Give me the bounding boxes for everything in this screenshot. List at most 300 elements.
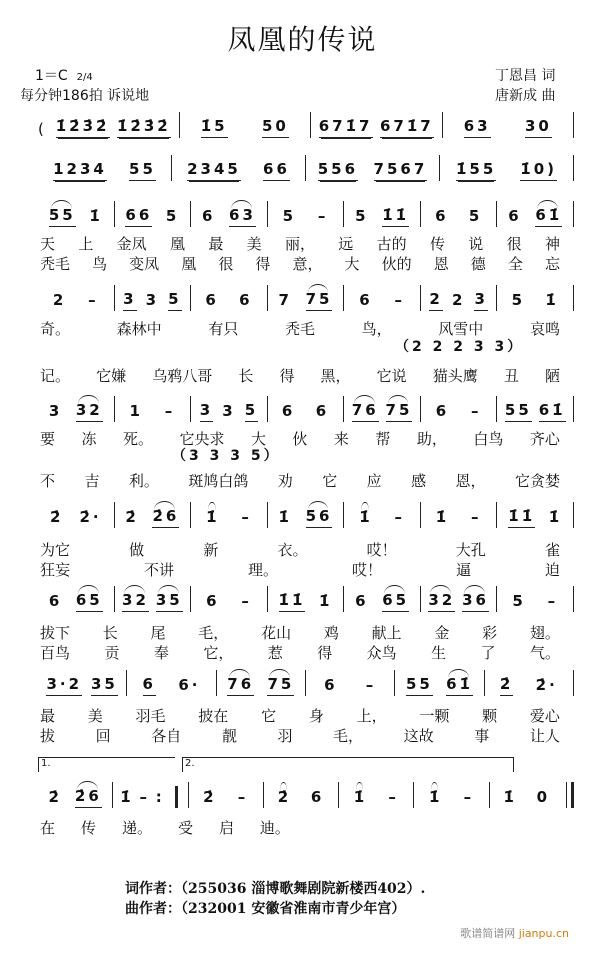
- note-group: 65: [382, 591, 409, 612]
- measure: [263, 782, 338, 808]
- lyric-syllable: 了: [480, 644, 496, 662]
- lyric-syllable: 黑，: [320, 367, 351, 385]
- note-group: 35: [91, 675, 118, 696]
- note-group: 5: [165, 207, 180, 225]
- lyric-syllable: 狂妄: [40, 561, 71, 579]
- note-group: 1̇: [503, 788, 517, 806]
- lyric-syllable: 丑: [503, 367, 519, 385]
- lyric-syllable: 齐心: [529, 430, 560, 448]
- time-signature: 2/4: [76, 72, 93, 83]
- note-group: 6: [435, 402, 450, 420]
- lyric-syllable: 回: [95, 727, 111, 745]
- lyric-syllable: 远: [338, 235, 354, 253]
- measure: [179, 112, 311, 138]
- lyric-line: [40, 622, 560, 643]
- staff-line: [38, 782, 574, 808]
- lyric-syllable: 金: [434, 624, 450, 642]
- lyric-syllable: 鸟，: [361, 320, 392, 338]
- composer: 唐新成 曲: [495, 88, 556, 104]
- lyric-syllable: 天: [40, 235, 56, 253]
- note-group: –: [394, 291, 405, 309]
- lyric-syllable: 劝: [277, 472, 293, 490]
- watermark-text: 歌谱简谱网: [460, 927, 516, 940]
- lyric-syllable: 金凤: [116, 235, 147, 253]
- measure: [413, 782, 488, 808]
- note-group: 1̇: [428, 788, 443, 806]
- note-group: 6: [239, 291, 253, 309]
- note-group: 1̇: [278, 508, 292, 526]
- note-group: 2̇: [500, 675, 513, 696]
- lyric-syllable: 奉: [153, 644, 169, 662]
- note-group: 6: [315, 402, 330, 420]
- staff-line: [38, 396, 574, 422]
- lyric-syllable: 羽毛: [135, 707, 166, 725]
- lyric-syllable: 利。: [128, 472, 159, 490]
- lyric-line: [40, 428, 560, 449]
- measure: [496, 396, 573, 422]
- measure: [216, 670, 305, 696]
- note-group: 56: [306, 507, 333, 528]
- note-group: 66: [263, 160, 290, 181]
- measure: [420, 201, 497, 227]
- measure: [484, 670, 573, 696]
- lyric-syllable: 得: [317, 644, 333, 662]
- measure: [114, 396, 191, 422]
- lyric-syllable: 它央求: [179, 430, 225, 448]
- lyric-syllable: 死。: [122, 430, 153, 448]
- key-signature: [35, 68, 93, 86]
- note-group: 61̇: [446, 675, 473, 696]
- note-group: 63: [464, 117, 491, 138]
- measure: [38, 201, 114, 227]
- barline: [573, 396, 574, 422]
- barline: [573, 285, 574, 311]
- lyric-syllable: 拔: [40, 727, 56, 745]
- lyric-syllable: 一颗: [419, 707, 450, 725]
- staff-line: [38, 155, 574, 181]
- lyric-syllable: 长: [102, 624, 118, 642]
- measure: [38, 782, 112, 808]
- lyric-line: [40, 817, 290, 838]
- measure: [38, 285, 114, 311]
- lyric-syllable: 得: [279, 367, 295, 385]
- lyric-syllable: 助，: [416, 430, 447, 448]
- note-group: 6: [143, 675, 156, 696]
- lyric-syllable: 拔下: [40, 624, 71, 642]
- lyric-syllable: 丽，: [284, 235, 315, 253]
- measure: [305, 155, 439, 181]
- lyric-syllable: 忘: [544, 255, 560, 273]
- lyric-syllable: 应: [366, 472, 382, 490]
- measure: [394, 670, 483, 696]
- note-group: 0: [536, 788, 551, 806]
- alt-notes: （3 3 3 5）: [172, 448, 281, 464]
- lyric-syllable: 恩，: [455, 472, 486, 490]
- note-group: 6: [281, 402, 296, 420]
- note-group: 3·2: [46, 675, 82, 696]
- note-group: 1̇: [359, 508, 373, 526]
- note-group: 1̇: [89, 207, 103, 225]
- measure: [267, 586, 344, 612]
- measure: [442, 112, 574, 138]
- lyric-syllable: 毛，: [333, 727, 364, 745]
- note-group: 6: [435, 207, 449, 225]
- lyric-syllable: 翅。: [529, 624, 560, 642]
- measure: [38, 396, 114, 422]
- lyric-syllable: 上，: [356, 707, 387, 725]
- lyric-syllable: 上: [78, 235, 94, 253]
- lyric-syllable: 理。: [247, 561, 278, 579]
- note-group: 5: [468, 207, 483, 225]
- lyric-line: [40, 539, 560, 560]
- lyric-syllable: 颗: [482, 707, 498, 725]
- lyric-syllable: 逼: [455, 561, 471, 579]
- repeat-barline: [175, 786, 181, 808]
- barline: [573, 201, 574, 227]
- lyric-syllable: 很: [506, 235, 522, 253]
- lyric-syllable: 彩: [482, 624, 498, 642]
- lyric-syllable: 大: [344, 255, 360, 273]
- lyric-syllable: 冻: [81, 430, 97, 448]
- lyric-line: [40, 559, 560, 580]
- measure: [114, 285, 191, 311]
- lyric-syllable: 生: [431, 644, 447, 662]
- note-group: 2345: [187, 160, 241, 181]
- note-group: 6: [508, 207, 522, 225]
- lyric-syllable: 得: [255, 255, 271, 273]
- lyric-syllable: 意，: [292, 255, 323, 273]
- lyric-syllable: 最: [40, 707, 56, 725]
- note-group: 1̇: [206, 508, 220, 526]
- measure: [190, 201, 267, 227]
- note-group: –: [471, 402, 482, 420]
- lyric-syllable: 帮: [375, 430, 391, 448]
- lyric-syllable: 毛，: [198, 624, 229, 642]
- measure: [38, 586, 114, 612]
- note-group: –: [88, 291, 99, 309]
- lyric-syllable: 不: [40, 472, 56, 490]
- lyric-syllable: 秃毛: [284, 320, 315, 338]
- volta-2: 2.: [182, 757, 514, 772]
- note-group: 35: [156, 591, 183, 612]
- lyric-syllable: 奇。: [40, 320, 71, 338]
- lyric-syllable: 很: [218, 255, 234, 273]
- note-group: 1̇5: [201, 117, 228, 138]
- note-group: 1̇2̇3̇2̇: [56, 117, 110, 138]
- lyric-syllable: 传: [80, 819, 96, 837]
- measure: [114, 586, 191, 612]
- lyric-syllable: 恩: [433, 255, 449, 273]
- note-group: 2̇: [203, 788, 217, 806]
- measure: [489, 782, 564, 808]
- note-group: 5: [512, 592, 526, 610]
- lyric-syllable: 风雪中: [438, 320, 484, 338]
- lyric-syllable: 气。: [529, 644, 560, 662]
- lyric-syllable: 它嫌: [96, 367, 127, 385]
- note-group: 2: [451, 291, 466, 309]
- lyric-syllable: 斑鸠白鸽: [188, 472, 249, 490]
- note-group: 2: [52, 291, 67, 309]
- tempo-marking: 每分钟186拍 诉说地: [20, 88, 150, 104]
- note-group: 6·: [178, 676, 201, 694]
- measure: [48, 112, 179, 138]
- lyric-syllable: 它: [322, 472, 338, 490]
- measure: [267, 502, 344, 528]
- lyric-syllable: 做: [129, 541, 145, 559]
- note-group: –: [317, 207, 329, 225]
- staff-line: [38, 586, 574, 612]
- lyric-syllable: 鸟: [92, 255, 108, 273]
- note-group: 6: [205, 291, 219, 309]
- measure: [343, 201, 420, 227]
- note-group: 61̇: [535, 206, 562, 227]
- note-group: 75: [386, 401, 413, 422]
- note-group: 7: [278, 291, 292, 309]
- lyric-line: [40, 233, 560, 254]
- lyric-syllable: 尾: [150, 624, 166, 642]
- note-group: 3: [200, 401, 213, 422]
- measure: [343, 285, 420, 311]
- lyric-syllable: 让人: [529, 727, 560, 745]
- note-group: 1̇55: [456, 160, 496, 181]
- lyric-syllable: 美: [87, 707, 103, 725]
- note-group: –: [237, 788, 249, 806]
- lyric-syllable: 靓: [221, 727, 237, 745]
- lyric-syllable: 鸡: [323, 624, 339, 642]
- measure: [496, 201, 573, 227]
- note-group: 1̇: [319, 592, 333, 610]
- lyric-syllable: 伙的: [381, 255, 412, 273]
- note-group: 2̇6: [152, 507, 179, 528]
- lyric-syllable: 迪。: [259, 819, 290, 837]
- lyric-syllable: 神: [544, 235, 560, 253]
- lyric-line: [40, 253, 560, 274]
- note-group: 3: [474, 290, 487, 311]
- lyric-syllable: 有只: [208, 320, 239, 338]
- lyric-syllable: 白鸟: [473, 430, 504, 448]
- measure: [114, 201, 191, 227]
- note-group: 6: [201, 207, 216, 225]
- lyric-syllable: 事: [474, 727, 490, 745]
- note-group: 1: [129, 402, 143, 420]
- lyric-line: [40, 725, 560, 746]
- lyric-syllable: 最: [208, 235, 224, 253]
- measure: [171, 155, 305, 181]
- note-group: 1234: [53, 160, 107, 181]
- lyricist: 丁恩昌 词: [495, 68, 556, 84]
- key: 1＝C: [35, 68, 68, 84]
- note-group: 75: [306, 290, 333, 311]
- lyric-syllable: 百鸟: [40, 644, 71, 662]
- lyric-syllable: 陋: [544, 367, 560, 385]
- song-title: 凤凰的传说: [227, 23, 378, 56]
- barline: [573, 155, 574, 181]
- note-group: –: [394, 508, 405, 526]
- lyric-syllable: 不讲: [143, 561, 174, 579]
- lyric-line: [40, 365, 560, 386]
- measure: [310, 112, 442, 138]
- lyric-syllable: 来: [333, 430, 349, 448]
- lyric-syllable: 雀: [544, 541, 560, 559]
- note-group: 3: [123, 290, 136, 311]
- lyric-syllable: 哀鸣: [529, 320, 560, 338]
- lyric-syllable: 美: [246, 235, 262, 253]
- lyric-syllable: 变凤: [129, 255, 160, 273]
- measure: [496, 586, 573, 612]
- lyric-syllable: 全: [507, 255, 523, 273]
- note-group: 5: [282, 207, 297, 225]
- note-group: 6: [359, 291, 373, 309]
- lyric-syllable: 猫头鹰: [432, 367, 478, 385]
- note-group: 2̇·: [79, 508, 102, 526]
- note-group: 7567: [374, 160, 428, 181]
- volta-1: 1.: [38, 757, 175, 772]
- staff-line: [38, 285, 574, 311]
- lyric-syllable: 衣。: [277, 541, 308, 559]
- lyric-syllable: 德: [470, 255, 486, 273]
- note-group: 556: [318, 160, 358, 181]
- note-group: 1̇1̇: [382, 206, 409, 227]
- note-group: 2̇: [277, 788, 292, 806]
- lyric-syllable: 说: [468, 235, 484, 253]
- lyric-syllable: 羽: [277, 727, 293, 745]
- lyric-syllable: 吉: [84, 472, 100, 490]
- measure: [190, 396, 267, 422]
- lyric-syllable: 迫: [544, 561, 560, 579]
- lyric-syllable: 它说: [376, 367, 407, 385]
- alt-notes: （2 2 2 3 3）: [395, 339, 525, 355]
- note-group: 2̇: [50, 508, 64, 526]
- lyric-syllable: 花山: [261, 624, 292, 642]
- lyric-syllable: 秃毛: [40, 255, 71, 273]
- note-group: 32: [428, 591, 455, 612]
- measure: [126, 670, 215, 696]
- staff-line: [38, 670, 574, 696]
- lyric-syllable: 启: [218, 819, 234, 837]
- note-group: 6: [324, 676, 338, 694]
- note-group: 3: [222, 402, 236, 420]
- measure: [420, 502, 497, 528]
- lyric-syllable: 长: [238, 367, 254, 385]
- note-group: 1̇: [548, 508, 563, 526]
- measure: [496, 502, 573, 528]
- note-group: 2̇: [48, 788, 62, 806]
- composer-address: 曲作者：（232001 安徽省淮南市青少年宫）: [125, 901, 406, 917]
- measure: [420, 396, 497, 422]
- lyric-syllable: 受: [177, 819, 193, 837]
- note-group: 30: [525, 117, 552, 138]
- measure: [420, 586, 497, 612]
- note-group: 6: [310, 788, 325, 806]
- staff-line: [38, 112, 574, 138]
- lyric-syllable: 它贪婪: [514, 472, 560, 490]
- lyric-syllable: 传: [429, 235, 445, 253]
- note-group: 61̇: [539, 401, 566, 422]
- staff-line: [38, 201, 574, 227]
- lyric-syllable: 新: [203, 541, 219, 559]
- note-group: 3: [145, 291, 160, 309]
- measure: [112, 782, 187, 808]
- note-group: 1̇1̇: [279, 591, 306, 612]
- lyric-syllable: 惹: [267, 644, 283, 662]
- measure: [190, 285, 267, 311]
- lyric-syllable: 要: [40, 430, 56, 448]
- lyric-syllable: 记。: [40, 367, 71, 385]
- note-group: 1̇2̇3̇2̇: [117, 117, 171, 138]
- note-group: 55: [49, 206, 76, 227]
- note-group: 36: [462, 591, 489, 612]
- measure: [188, 782, 263, 808]
- lyric-syllable: 它: [261, 707, 277, 725]
- lyric-syllable: 乌鸦八哥: [152, 367, 213, 385]
- lyric-syllable: 各自: [151, 727, 182, 745]
- note-group: –: [241, 508, 252, 526]
- note-group: 5: [511, 291, 526, 309]
- measure: [267, 201, 344, 227]
- lyric-syllable: 这故: [403, 727, 434, 745]
- barline: [573, 586, 574, 612]
- lyric-syllable: 森林中: [116, 320, 162, 338]
- measure: [496, 285, 573, 311]
- lyric-syllable: 伙: [292, 430, 308, 448]
- note-group: –: [365, 676, 377, 694]
- lyric-syllable: 披在: [198, 707, 229, 725]
- note-group: 1̇1̇: [508, 507, 535, 528]
- lyric-syllable: 为它: [40, 541, 71, 559]
- note-group: 2̇6: [75, 787, 102, 808]
- lyricist-address: 词作者：（255036 淄博歌舞剧院新楼西402）.: [125, 881, 426, 897]
- note-group: 3: [48, 402, 63, 420]
- note-group: 65: [76, 591, 103, 612]
- note-group: 55: [129, 160, 156, 181]
- lyric-syllable: 递。: [121, 819, 152, 837]
- measure: [420, 285, 497, 311]
- barline: [573, 502, 574, 528]
- lyric-syllable: 献上: [371, 624, 402, 642]
- note-group: 6: [355, 592, 369, 610]
- lyric-syllable: 哎！: [351, 561, 382, 579]
- note-group: 6: [48, 592, 63, 610]
- measure: [343, 586, 420, 612]
- note-group: 32: [76, 401, 103, 422]
- measure: [38, 502, 114, 528]
- note-group: 1̇0): [520, 160, 557, 181]
- note-group: 66: [125, 206, 152, 227]
- lyric-syllable: 感: [411, 472, 427, 490]
- note-group: –: [164, 402, 176, 420]
- measure: [114, 502, 191, 528]
- note-group: 1̇: [435, 508, 450, 526]
- watermark: [460, 925, 569, 941]
- lyric-syllable: 凰: [169, 235, 185, 253]
- note-group: 5: [168, 290, 181, 311]
- lyric-syllable: 古的: [376, 235, 407, 253]
- note-group: 50: [262, 117, 289, 138]
- note-group: –: [471, 508, 482, 526]
- final-barline: [566, 782, 574, 808]
- lyric-syllable: 爱心: [529, 707, 560, 725]
- lyric-syllable: 它，: [203, 644, 234, 662]
- note-group: 1̇: [353, 788, 368, 806]
- staff-line: [38, 502, 574, 528]
- measure: [343, 396, 420, 422]
- measure: [338, 782, 413, 808]
- lyric-syllable: 身: [308, 707, 324, 725]
- note-group: 76: [227, 675, 254, 696]
- note-group: :: [155, 788, 165, 806]
- note-group: 5: [245, 401, 258, 422]
- note-group: 6: [206, 592, 220, 610]
